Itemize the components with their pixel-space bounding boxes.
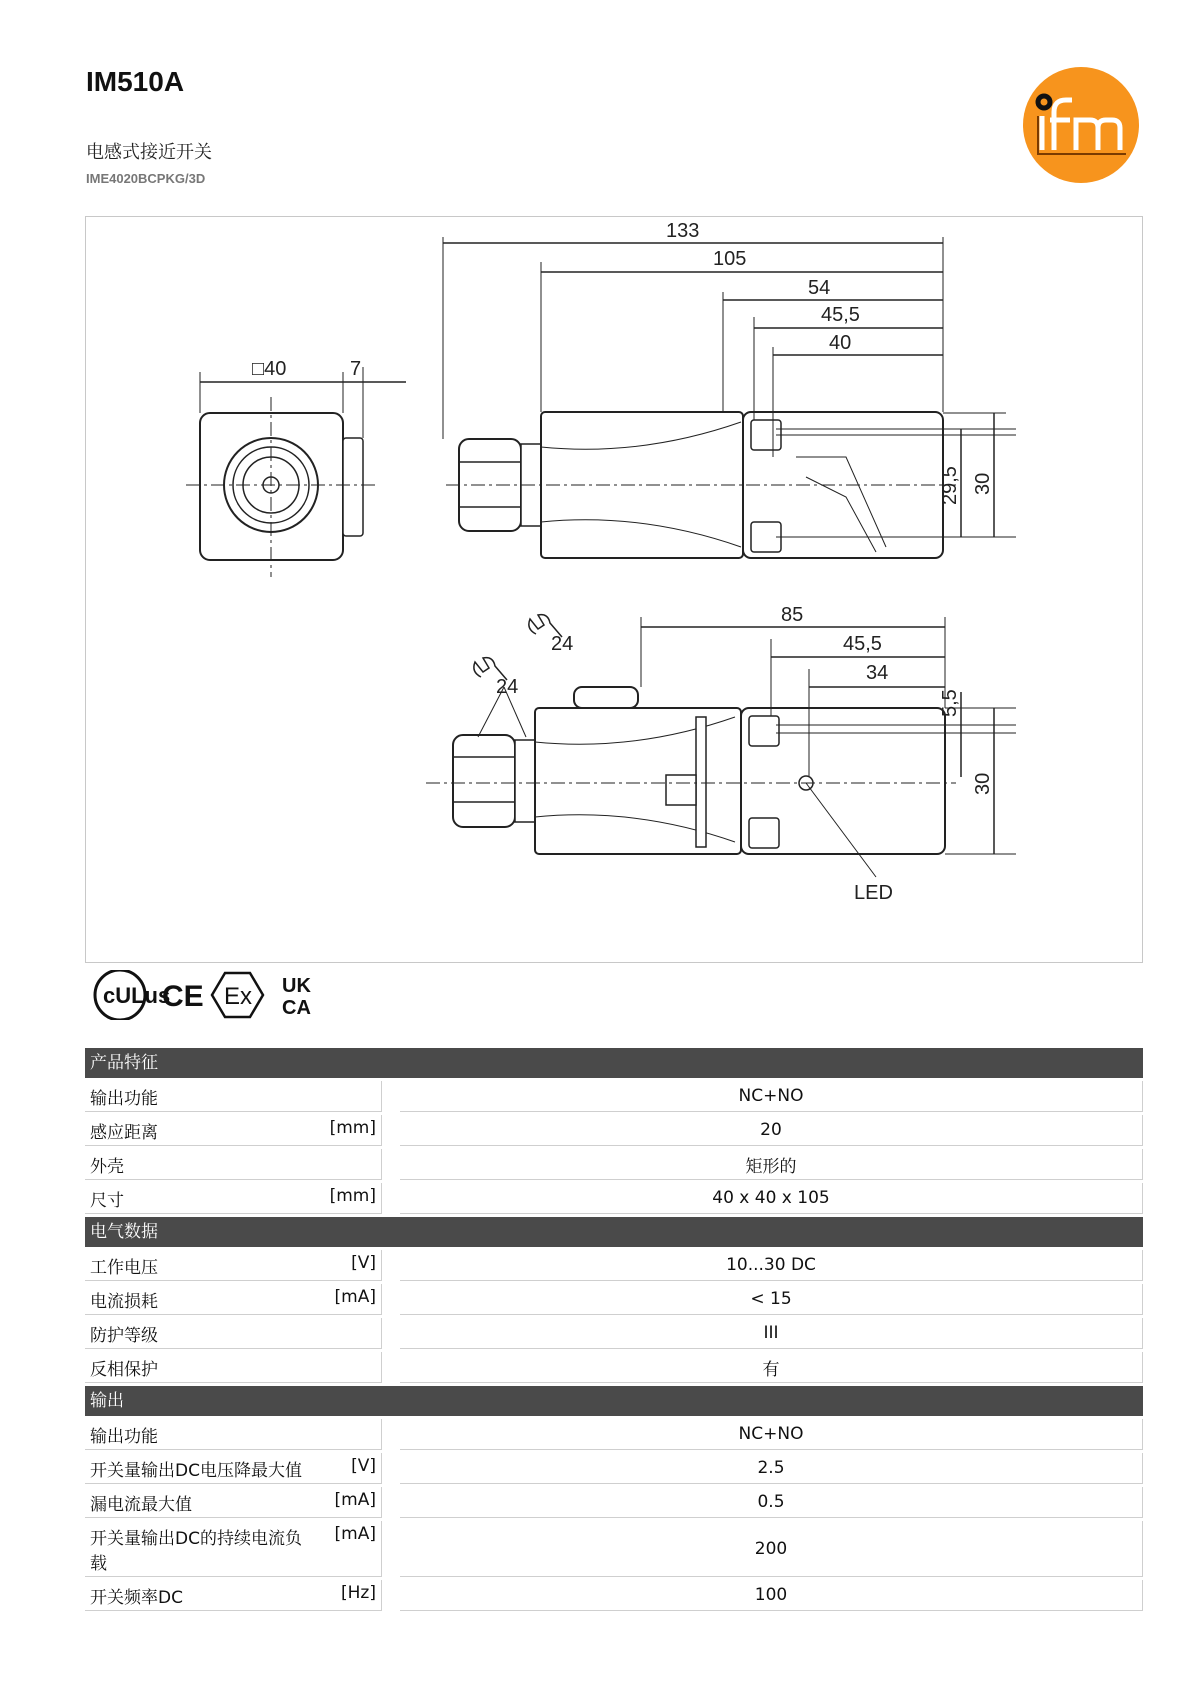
section-header-output: 输出	[85, 1386, 1143, 1416]
certification-marks	[92, 970, 332, 1020]
table-row	[85, 1115, 1143, 1146]
dim-30-bottom: 30	[972, 772, 994, 795]
row-label: 尺寸	[90, 1191, 124, 1211]
table-row	[85, 1580, 1143, 1611]
culus-mark-icon	[95, 970, 170, 1020]
spec-table	[85, 1048, 1143, 1624]
dim-45-5: 45,5	[821, 304, 860, 326]
table-row	[85, 1081, 1143, 1112]
dim-5-5: 5,5	[939, 689, 961, 717]
row-unit: [mA]	[334, 1490, 376, 1510]
wrench-size-lower: 24	[496, 676, 519, 698]
row-unit: [Hz]	[341, 1583, 376, 1603]
row-label: 防护等级	[90, 1326, 158, 1346]
table-row	[85, 1419, 1143, 1450]
table-row	[85, 1149, 1143, 1180]
row-value: 10...30 DC	[400, 1250, 1143, 1281]
svg-text:Ex: Ex	[224, 983, 253, 1010]
dim-85: 85	[781, 604, 804, 626]
row-value: 矩形的	[400, 1149, 1143, 1180]
ukca-mark-icon	[282, 975, 311, 1019]
ifm-logo	[1020, 64, 1142, 186]
svg-text:CA: CA	[282, 997, 311, 1019]
cut-off-row	[85, 1614, 1143, 1624]
row-label: 感应距离	[90, 1123, 158, 1143]
section-header-electrical: 电气数据	[85, 1217, 1143, 1247]
dim-133: 133	[666, 220, 700, 242]
dim-40: 40	[829, 332, 852, 354]
dim-105: 105	[713, 248, 747, 270]
table-row	[85, 1521, 1143, 1577]
led-label: LED	[854, 882, 893, 904]
row-unit: [mm]	[329, 1118, 376, 1138]
row-label: 外壳	[90, 1157, 124, 1177]
row-value: III	[400, 1318, 1143, 1349]
row-label: 漏电流最大值	[90, 1495, 192, 1515]
dimension-drawing	[85, 216, 1143, 963]
svg-text:CE: CE	[162, 980, 204, 1013]
row-value: NC+NO	[400, 1081, 1143, 1112]
row-value: 2.5	[400, 1453, 1143, 1484]
row-label: 开关量输出DC的持续电流负载	[90, 1529, 302, 1574]
dim-30-top: 30	[972, 472, 994, 495]
dim-45-5-bottom: 45,5	[843, 633, 882, 655]
row-unit: [mm]	[329, 1186, 376, 1206]
row-value: 200	[400, 1521, 1143, 1577]
row-unit: [mA]	[334, 1524, 376, 1544]
front-view	[186, 358, 406, 577]
table-row	[85, 1318, 1143, 1349]
svg-text:cULus: cULus	[103, 983, 171, 1008]
dim-34: 34	[866, 662, 889, 684]
table-row	[85, 1487, 1143, 1518]
row-label: 输出功能	[90, 1089, 158, 1109]
section-header-features: 产品特征	[85, 1048, 1143, 1078]
table-row	[85, 1250, 1143, 1281]
row-value: 20	[400, 1115, 1143, 1146]
row-value: 100	[400, 1580, 1143, 1611]
table-row	[85, 1453, 1143, 1484]
product-title: IM510A	[86, 66, 185, 97]
dim-front-depth: 7	[350, 358, 362, 380]
wrench-size-upper: 24	[551, 633, 574, 655]
dim-29-5: 29,5	[939, 466, 961, 505]
row-label: 开关量输出DC电压降最大值	[90, 1461, 302, 1481]
dim-54: 54	[808, 277, 831, 299]
product-subtitle: 电感式接近开关	[86, 142, 212, 163]
table-row	[85, 1183, 1143, 1214]
row-unit: [V]	[351, 1456, 376, 1476]
row-label: 工作电压	[90, 1258, 158, 1278]
dim-front-width: □40	[252, 358, 287, 380]
row-value: NC+NO	[400, 1419, 1143, 1450]
row-value: < 15	[400, 1284, 1143, 1315]
svg-text:UK: UK	[282, 975, 311, 997]
row-value: 40 x 40 x 105	[400, 1183, 1143, 1214]
row-unit: [V]	[351, 1253, 376, 1273]
row-value: 有	[400, 1352, 1143, 1383]
row-label: 开关频率DC	[90, 1588, 183, 1608]
product-code: IME4020BCPKG/3D	[86, 171, 206, 186]
side-view-top	[443, 220, 1016, 558]
table-row	[85, 1352, 1143, 1383]
row-unit: [mA]	[334, 1287, 376, 1307]
side-view-bottom	[426, 604, 1016, 904]
ce-mark-icon	[162, 980, 204, 1013]
ex-mark-icon	[212, 973, 263, 1017]
row-label: 输出功能	[90, 1427, 158, 1447]
table-row	[85, 1284, 1143, 1315]
row-label: 电流损耗	[90, 1292, 158, 1312]
row-value: 0.5	[400, 1487, 1143, 1518]
row-label: 反相保护	[90, 1360, 158, 1380]
